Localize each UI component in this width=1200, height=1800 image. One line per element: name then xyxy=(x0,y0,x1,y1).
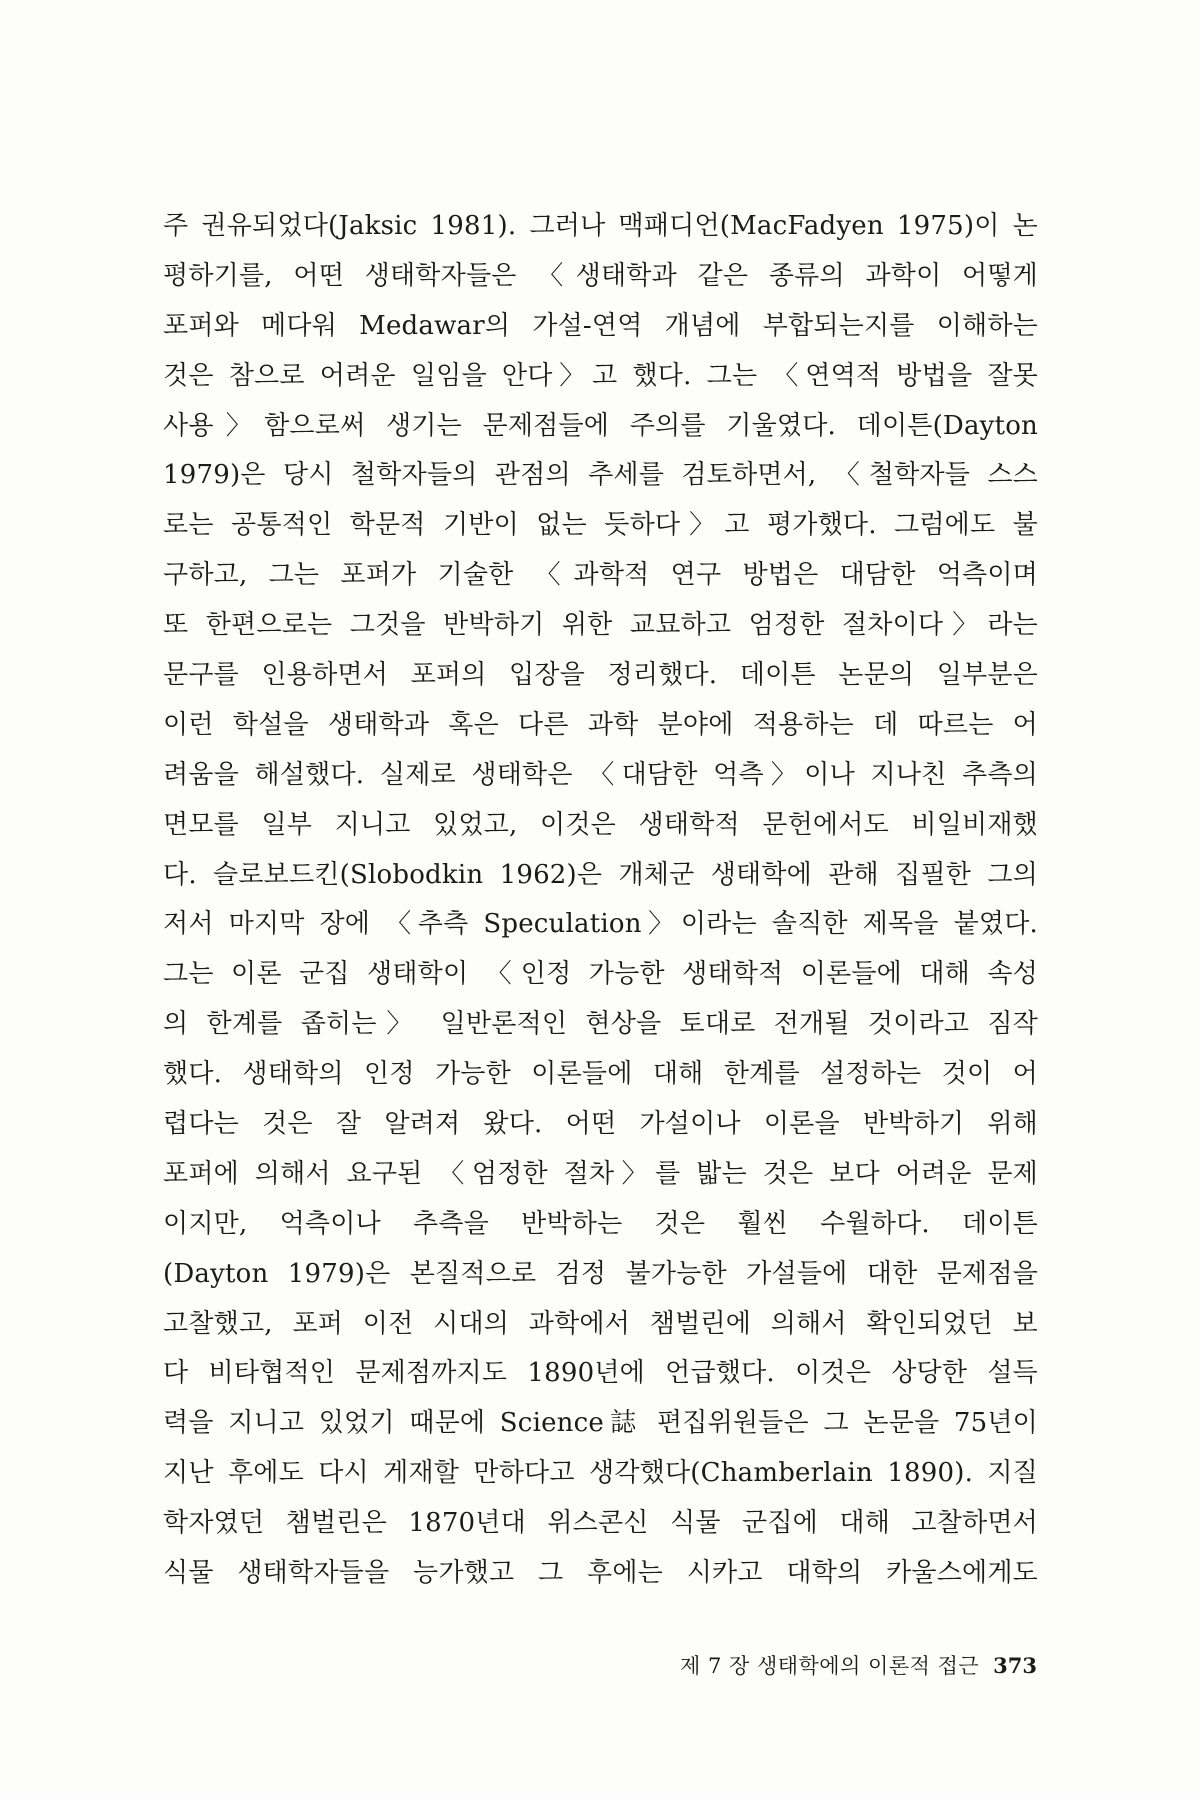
page-number: 373 xyxy=(993,1653,1037,1678)
text-line: 의 한계를 좁히는〉 일반론적인 현상을 토대로 전개될 것이라고 짐작 xyxy=(163,1009,1038,1040)
body-text xyxy=(163,202,1038,1599)
text-line: 다 비타협적인 문제점까지도 1890년에 언급했다. 이것은 상당한 설득 xyxy=(163,1358,1038,1389)
text-line: 이런 학설을 생태학과 혹은 다른 과학 분야에 적용하는 데 따르는 어 xyxy=(163,709,1038,740)
text-line: (Dayton 1979)은 본질적으로 검정 불가능한 가설들에 대한 문제점을 xyxy=(163,1258,1038,1289)
text-line: 주 권유되었다(Jaksic 1981). 그러나 맥패디언(MacFadyen 1975)이 논 xyxy=(163,211,1038,241)
running-footer xyxy=(680,1650,1037,1680)
text-line: 그는 이론 군집 생태학이 〈인정 가능한 생태학적 이론들에 대해 속성 xyxy=(163,959,1038,990)
chapter-title: 제 7 장 생태학에의 이론적 접근 xyxy=(679,1654,980,1678)
text-line: 면모를 일부 지니고 있었고, 이것은 생태학적 문헌에서도 비일비재했 xyxy=(163,809,1038,840)
text-line: 저서 마지막 장에 〈추측 Speculation〉이라는 솔직한 제목을 붙였다. xyxy=(163,909,1038,940)
text-line: 사용〉함으로써 생기는 문제점들에 주의를 기울였다. 데이튼(Dayton xyxy=(163,410,1038,441)
text-line: 지난 후에도 다시 게재할 만하다고 생각했다(Chamberlain 1890). 지질 xyxy=(163,1458,1038,1489)
text-line: 포퍼와 메다워 Medawar의 가설-연역 개념에 부합되는지를 이해하는 xyxy=(163,310,1038,341)
text-line: 려움을 해설했다. 실제로 생태학은 〈대담한 억측〉이나 지나친 추측의 xyxy=(163,759,1038,790)
text-line: 것은 참으로 어려운 일임을 안다〉고 했다. 그는 〈연역적 방법을 잘못 xyxy=(163,360,1038,391)
text-line: 평하기를, 어떤 생태학자들은 〈생태학과 같은 종류의 과학이 어떻게 xyxy=(163,260,1038,291)
text-line: 구하고, 그는 포퍼가 기술한 〈과학적 연구 방법은 대담한 억측이며 xyxy=(163,560,1038,591)
text-line: 1979)은 당시 철학자들의 관점의 추세를 검토하면서, 〈철학자들 스스 xyxy=(163,460,1038,491)
text-line: 또 한편으로는 그것을 반박하기 위한 교묘하고 엄정한 절차이다〉라는 xyxy=(163,610,1038,641)
text-line: 식물 생태학자들을 능가했고 그 후에는 시카고 대학의 카울스에게도 xyxy=(163,1558,1038,1589)
text-line: 문구를 인용하면서 포퍼의 입장을 정리했다. 데이튼 논문의 일부분은 xyxy=(163,660,1038,691)
text-line: 력을 지니고 있었기 때문에 Science誌 편집위원들은 그 논문을 75년이 xyxy=(163,1408,1038,1439)
text-line: 로는 공통적인 학문적 기반이 없는 듯하다〉고 평가했다. 그럼에도 불 xyxy=(163,510,1038,541)
text-line: 고찰했고, 포퍼 이전 시대의 과학에서 챔벌린에 의해서 확인되었던 보 xyxy=(163,1308,1038,1339)
text-line: 했다. 생태학의 인정 가능한 이론들에 대해 한계를 설정하는 것이 어 xyxy=(163,1059,1038,1090)
text-line: 이지만, 억측이나 추측을 반박하는 것은 훨씬 수월하다. 데이튼 xyxy=(163,1208,1038,1239)
text-line: 학자였던 챔벌린은 1870년대 위스콘신 식물 군집에 대해 고찰하면서 xyxy=(163,1508,1038,1539)
text-line: 다. 슬로보드킨(Slobodkin 1962)은 개체군 생태학에 관해 집필한 그의 xyxy=(163,859,1038,890)
text-line: 렵다는 것은 잘 알려져 왔다. 어떤 가설이나 이론을 반박하기 위해 xyxy=(163,1109,1038,1140)
text-line: 포퍼에 의해서 요구된 〈엄정한 절차〉를 밟는 것은 보다 어려운 문제 xyxy=(163,1158,1038,1189)
